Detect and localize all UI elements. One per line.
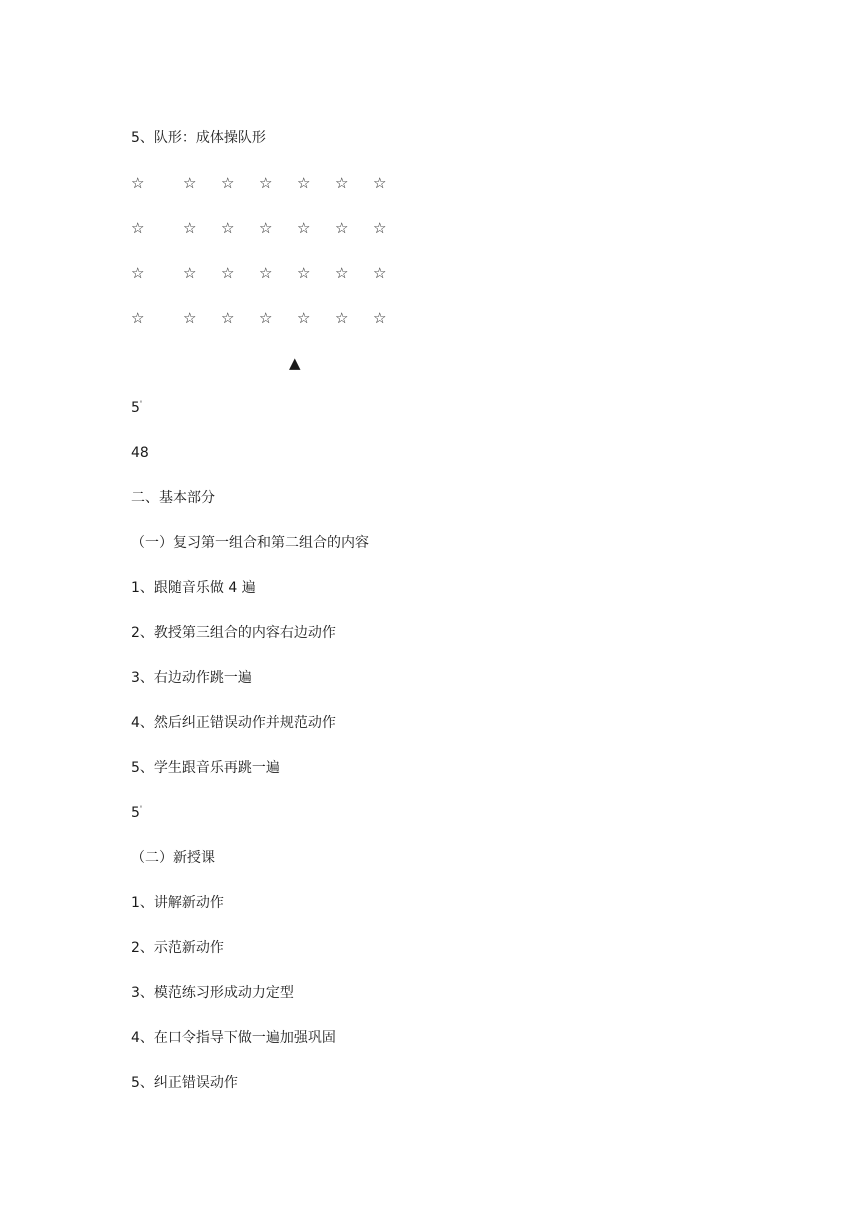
list-item: 1、跟随音乐做 4 遍: [131, 580, 256, 596]
formation-row: [131, 308, 411, 328]
list-item: 3、右边动作跳一遍: [131, 670, 252, 686]
student-star-icon: ☆: [373, 219, 387, 237]
formation-row: [131, 263, 411, 283]
student-star-icon: ☆: [335, 309, 349, 327]
list-item: 4、在口令指导下做一遍加强巩固: [131, 1030, 336, 1046]
list-item: 5、纠正错误动作: [131, 1075, 238, 1091]
student-star-icon: ☆: [297, 264, 311, 282]
student-star-icon: ☆: [259, 174, 273, 192]
student-star-icon: ☆: [131, 219, 145, 237]
time-allotment: [131, 399, 142, 417]
time-value: 5: [131, 400, 140, 416]
formation-row: [131, 173, 411, 193]
student-star-icon: ☆: [183, 309, 197, 327]
student-star-icon: ☆: [183, 219, 197, 237]
minute-mark: ': [139, 804, 143, 814]
time-allotment: [131, 804, 142, 822]
student-star-icon: ☆: [183, 174, 197, 192]
student-star-icon: ☆: [373, 174, 387, 192]
section-title: 二、基本部分: [131, 490, 215, 506]
list-item: 2、教授第三组合的内容右边动作: [131, 625, 336, 641]
student-star-icon: ☆: [221, 264, 235, 282]
list-item: 5、学生跟音乐再跳一遍: [131, 760, 280, 776]
formation-row: [131, 218, 411, 238]
student-star-icon: ☆: [373, 264, 387, 282]
teacher-triangle-icon: ▲: [289, 354, 301, 372]
list-item: 4、然后纠正错误动作并规范动作: [131, 715, 336, 731]
count-value: 48: [131, 445, 149, 461]
subsection-title: （一）复习第一组合和第二组合的内容: [131, 535, 369, 551]
subsection-title: （二）新授课: [131, 850, 215, 866]
list-item: 1、讲解新动作: [131, 895, 224, 911]
student-star-icon: ☆: [221, 174, 235, 192]
student-star-icon: ☆: [131, 309, 145, 327]
student-star-icon: ☆: [373, 309, 387, 327]
time-value: 5: [131, 805, 140, 821]
student-star-icon: ☆: [297, 309, 311, 327]
student-star-icon: ☆: [131, 174, 145, 192]
student-star-icon: ☆: [259, 264, 273, 282]
formation-heading: 5、队形：成体操队形: [131, 130, 266, 146]
student-star-icon: ☆: [335, 219, 349, 237]
list-item: 2、示范新动作: [131, 940, 224, 956]
student-star-icon: ☆: [335, 264, 349, 282]
student-star-icon: ☆: [297, 219, 311, 237]
student-star-icon: ☆: [221, 309, 235, 327]
student-star-icon: ☆: [131, 264, 145, 282]
student-star-icon: ☆: [221, 219, 235, 237]
minute-mark: ': [139, 399, 143, 409]
student-star-icon: ☆: [259, 219, 273, 237]
student-star-icon: ☆: [183, 264, 197, 282]
list-item: 3、模范练习形成动力定型: [131, 985, 294, 1001]
student-star-icon: ☆: [335, 174, 349, 192]
student-star-icon: ☆: [259, 309, 273, 327]
student-star-icon: ☆: [297, 174, 311, 192]
